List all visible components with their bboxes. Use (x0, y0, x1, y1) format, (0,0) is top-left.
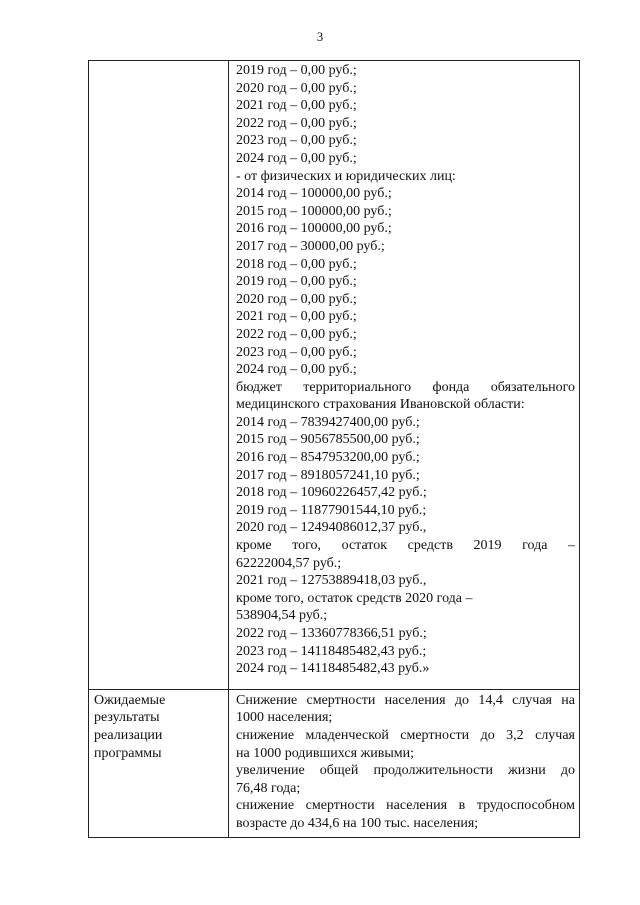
result-item: 76,48 года; (236, 780, 301, 796)
tfoms-line: 2017 год – 8918057241,10 руб.; (236, 467, 420, 483)
program-passport-table (88, 60, 580, 838)
funding-line: 2023 год – 0,00 руб.; (236, 344, 357, 360)
tfoms-line: 2019 год – 11877901544,10 руб.; (236, 502, 427, 518)
result-item: 1000 населения; (236, 710, 333, 726)
results-label: программы (94, 745, 162, 761)
funding-line: 2019 год – 0,00 руб.; (236, 274, 357, 290)
funding-line: 2016 год – 100000,00 руб.; (236, 221, 392, 237)
results-label: реализации (94, 727, 163, 743)
funding-line: 2021 год – 0,00 руб.; (236, 309, 357, 325)
funding-line: 2021 год – 0,00 руб.; (236, 98, 357, 114)
tfoms-line: 2014 год – 7839427400,00 руб.; (236, 414, 420, 430)
funding-line: 2023 год – 0,00 руб.; (236, 133, 357, 149)
funding-source-heading: - от физических и юридических лиц: (236, 168, 456, 184)
results-row (89, 689, 580, 837)
funding-line: 2024 год – 0,00 руб.; (236, 362, 357, 378)
result-item: увеличение общей продолжительности жизни до (236, 763, 575, 779)
funding-line: 2018 год – 0,00 руб.; (236, 256, 357, 272)
results-label: Ожидаемые (94, 692, 166, 708)
tfoms-line: 2023 год – 14118485482,43 руб.; (236, 643, 427, 659)
tfoms-line: 2018 год – 10960226457,42 руб.; (236, 485, 427, 501)
remainder-2020-amount: 538904,54 руб.; (236, 608, 328, 624)
funding-label-cell (89, 61, 229, 690)
funding-line: 2019 год – 0,00 руб.; (236, 63, 357, 78)
tfoms-line: 2022 год – 13360778366,51 руб.; (236, 626, 427, 641)
tfoms-heading: медицинского страхования Ивановской области: (236, 397, 525, 413)
tfoms-line: 2020 год – 12494086012,37 руб., (236, 520, 427, 536)
funding-values-cell (229, 61, 580, 690)
result-item: на 1000 родившихся живыми; (236, 745, 414, 761)
funding-line: 2020 год – 0,00 руб.; (236, 80, 357, 96)
result-item: возрасте до 434,6 на 100 тыс. населения; (236, 815, 479, 831)
funding-line: 2015 год – 100000,00 руб.; (236, 203, 392, 219)
page-number: 3 (316, 30, 324, 44)
funding-line: 2020 год – 0,00 руб.; (236, 291, 357, 307)
remainder-2019: кроме того, остаток средств 2019 года – (236, 538, 575, 554)
result-item: Снижение смертности населения до 14,4 случая на (236, 692, 575, 708)
funding-line: 2022 год – 0,00 руб.; (236, 326, 357, 342)
result-item: снижение младенческой смертности до 3,2 случая (236, 727, 575, 743)
results-label: результаты (94, 710, 160, 726)
results-label-cell (89, 689, 229, 837)
funding-line: 2014 год – 100000,00 руб.; (236, 186, 392, 202)
funding-line: 2024 год – 0,00 руб.; (236, 150, 357, 166)
tfoms-line: 2016 год – 8547953200,00 руб.; (236, 450, 420, 466)
funding-row (89, 61, 580, 690)
remainder-2020: кроме того, остаток средств 2020 года – (236, 590, 473, 606)
remainder-2019-amount: 62222004,57 руб.; (236, 555, 342, 571)
tfoms-line: 2015 год – 9056785500,00 руб.; (236, 432, 420, 448)
tfoms-line: 2021 год – 12753889418,03 руб., (236, 573, 427, 589)
tfoms-heading: бюджет территориального фонда обязательного (236, 379, 575, 395)
funding-line: 2017 год – 30000,00 руб.; (236, 238, 385, 254)
result-item: снижение смертности населения в трудоспособном (236, 798, 575, 814)
funding-line: 2022 год – 0,00 руб.; (236, 115, 357, 131)
results-values-cell (229, 689, 580, 837)
tfoms-line: 2024 год – 14118485482,43 руб.» (236, 661, 430, 677)
